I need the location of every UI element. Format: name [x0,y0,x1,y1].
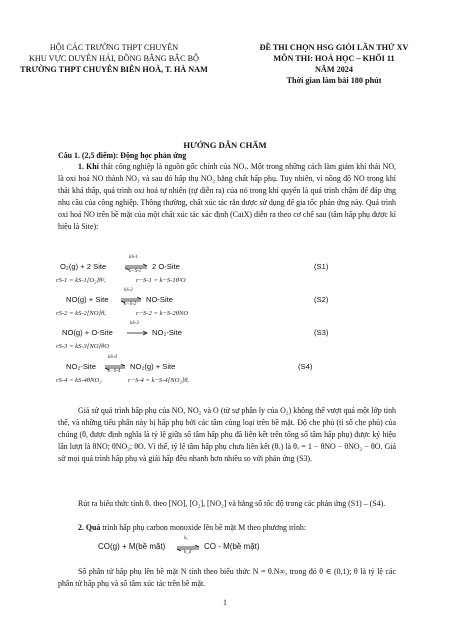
step-s2-rates [58,308,398,322]
step-s2-kf: kS-2 [124,288,133,293]
step-s3-rates [58,341,398,355]
header-right-line4: Thời gian làm bài 180 phút [286,76,382,85]
paragraph-assumption: Giả sử quá trình hấp phụ của NO, NO₂ và O (từ sự phân ly của O₂) không thể vượt quá một lớp tinh thể, và những tiểu phân này bị hấp phụ bởi các tâm cùng loại trên bề mặt. Độ che phủ (tỉ số che phủ) của chúng (θ, được định nghĩa là tỷ lệ giữa số tâm hấp phụ đã liên kết trên tổng số tâm hấp phụ) được ký hiệu lần lượt là θNO; θNO₂; θO. Vì thế, tỷ lệ tâm hấp phụ chưa liên kết (θᵥ) là θᵥ = 1 − θNO − θNO₂ − θO. Giả sử mọi quá trình hấp phụ và giải hấp đều nhanh hơn nhiều so với phản ứng (S3). [58,406,396,463]
header-left-line1: HỘI CÁC TRƯỜNG THPT CHUYÊN [49,43,179,52]
rate-s1-rev: r−S-1 = k−S-1θ²O [136,277,186,284]
step-s3 [58,321,398,341]
header-right-line1: ĐỀ THI CHỌN HSG GIỎI LẦN THỨ XV [259,43,409,52]
rate-s2-rev: r−S-2 = k−S-2θNO [136,310,189,317]
para1-text: thải công nghiệp là nguồn gốc chính của NOₓ. Một trong những cách làm giảm khí thải NO, là oxi hoá NO thành NO₂ và sau đó hấp thụ NO₂ bằng chất hấp phụ. Tuy nhiên, vì nồng độ NO trong khí thải khá thấp, quá trình oxi hoá tự nhiên (tự diễn ra) của nó trong khí quyển là quá trình chậm để đáp ứng nhu cầu của công nghiệp. Thông thường, chất xúc tác rắn được sử dụng để gia tốc phản ứng này. Quá trình oxi hoá NO trên bề mặt của một chất xúc tác xác định (CatX) diễn ra theo cơ chế sau (tâm hấp phụ được kí hiệu là Site): [58,162,396,231]
paragraph-coverage: Số phân tử hấp phụ lên bề mặt N tính theo biểu thức N = θ.N∞, trong đó θ ∈ (0,1); θ là tỷ lệ các phân tử hấp phụ và số tâm xúc tác trên bề mặt. [58,567,396,588]
para4-text: trình hấp phụ carbon monoxide lên bề mặt M theo phương trình: [102,523,307,532]
header-right-line3: NĂM 2024 [315,65,353,74]
co-right: CO - M(bề mặt) [204,542,260,551]
forward-arrow-icon [126,325,148,341]
rate-s4-fwd: rS-4 = kS-4θNO₂ [56,377,102,384]
step-s3-kf: kS-3 [130,321,139,326]
paragraph-intro [58,161,396,233]
step-s4-label: (S4) [298,362,313,371]
step-s3-arrow [126,324,148,342]
step-s2 [58,288,398,308]
step-s2-kr: k−S-2 [124,302,137,307]
step-s1-label: (S1) [314,262,329,271]
paragraph-co [58,522,396,534]
step-s1-kr: k−S-1 [129,269,142,274]
step-s1-reactants: O₂(g) + 2 Site [60,262,107,271]
header-right-line2: MÔN THI: HOÁ HỌC – KHỐI 11 [273,54,395,63]
co-kr: k_d [184,550,192,555]
rate-s1-fwd: rS-1 = kS-1[O₂]θ²ᵥ [56,277,107,284]
step-s3-reactants: NO(g) + O-Site [62,328,113,337]
step-s1-kf: kS-1 [129,255,138,260]
step-s2-products: NO-Site [146,295,174,304]
co-left: CO(g) + M(bề mặt) [98,542,166,551]
header-left [14,42,214,75]
page-number: 1 [223,598,227,607]
step-s4-reactants: NO₂-Site [66,362,96,371]
header-left-line3: TRƯỜNG THPT CHUYÊN BIÊN HOÀ, T. HÀ NAM [20,65,208,74]
step-s1-products: 2 O-Site [152,262,180,271]
step-s4-rates [58,375,398,389]
step-s4 [58,355,398,375]
header-right [228,42,440,86]
co-kf: kₐ [184,536,188,541]
header-left-line2: KHU VỰC DUYÊN HẢI, ĐỒNG BẰNG BẮC BỘ [29,54,199,63]
doc-title: HƯỚNG DẪN CHẤM [183,140,267,150]
step-s1-rates [58,275,398,289]
para1-lead: 1. Khí [78,162,99,171]
rate-s3-fwd: rS-3 = kS-3[NO]θO [56,343,110,350]
rate-s4-rev: r−S-4 = k−S-4[NO₂]θᵥ [128,377,190,384]
rate-s2-fwd: rS-2 = kS-2[NO]θᵥ [56,310,107,317]
step-s4-kf: kS-4 [108,355,117,360]
step-s2-reactants: NO(g) + Site [66,295,109,304]
question-heading: Câu 1. (2,5 điểm): Động học phản ứng [58,151,187,160]
step-s4-products: NO₂(g) + Site [130,362,176,371]
paragraph-task: Rút ra biểu thức tính θᵥ theo [NO], [O₂], [NO₂] và hằng số tốc độ trong các phản ứng (S1) – (S4). [78,499,386,508]
step-s3-products: NO₂-Site [152,328,182,337]
step-s4-kr: k−S-4 [108,369,121,374]
co-equation [98,538,318,556]
mechanism [56,255,398,389]
step-s3-label: (S3) [314,328,329,337]
para4-lead: 2. Quá [78,523,101,532]
step-s2-label: (S2) [314,295,329,304]
step-s1 [58,255,398,275]
